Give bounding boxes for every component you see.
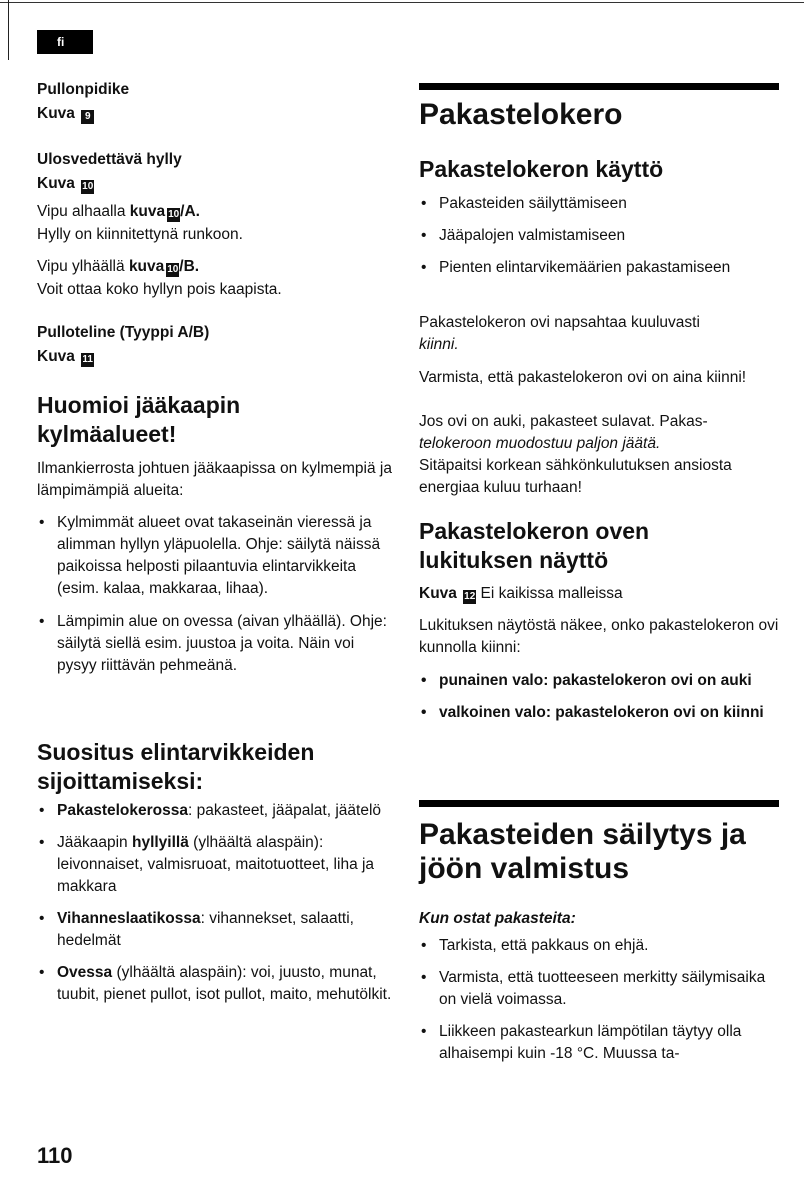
page-number: 110 [37, 1143, 73, 1168]
figure-number-badge: 10 [168, 209, 180, 220]
section-rule [419, 800, 779, 807]
jos-ovi-text [419, 411, 779, 455]
valo-list [419, 670, 779, 724]
voit-ottaa: Voit ottaa koko hyllyn pois kaapista. [37, 281, 282, 298]
jos-ovi-line-italic: telokeroon muodostuu paljon jäätä. [419, 435, 661, 452]
list-item: • Liikkeen pakastearkun lämpötilan täytyy olla alhaisempi kuin -18 °C. Muussa ta- [419, 1021, 779, 1065]
pakastelokero-heading: Pakastelokero [419, 98, 623, 131]
vipu-alhaalla-text: Vipu alhaalla [37, 203, 126, 220]
kaytto-heading: Pakastelokeron käyttö [419, 156, 664, 182]
kuva-label: Kuva [419, 585, 457, 602]
item-text: (ylhäältä alaspäin): leivonnaiset, valmisruoat, maitotuotteet, liha ja makkara [57, 834, 375, 895]
vipu-ylhaalla [37, 256, 199, 278]
lukitus-figure-ref [419, 583, 623, 605]
jos-ovi-line: Jos ovi on auki, pakasteet sulavat. Pakas- [419, 413, 708, 430]
kylmaalueet-list [37, 512, 392, 677]
item-text: : vihannekset, salaatti, hedelmät [57, 910, 354, 949]
list-item: • Varmista, että tuotteeseen merkitty säilymisaika on vielä voimassa. [419, 967, 779, 1011]
lukitus-note: Ei kaikissa malleissa [480, 585, 623, 602]
suositus-heading: Suositus elintarvikkeiden sijoittamiseksi: [37, 739, 315, 794]
figure-number-badge: 10 [167, 264, 179, 275]
item-prefix: Jääkaapin [57, 834, 132, 851]
list-item: • Pienten elintarvikemäärien pakastamiseen [419, 257, 779, 279]
list-item: • Lämpimin alue on ovessa (aivan ylhäällä). Ohje: säilytä siellä esim. juustoa ja voita. Näin voi pysyy riittävän pehmeänä. [37, 611, 392, 677]
section-rule [419, 83, 779, 90]
list-item [37, 908, 392, 952]
item-bold: Ovessa [57, 964, 113, 981]
ostat-list [419, 935, 779, 1065]
kuva-label: Kuva [37, 175, 75, 192]
figure-suffix: /B. [179, 258, 200, 275]
kuva-label: kuva [128, 258, 165, 275]
sitapaitsi-text: Sitäpaitsi korkean sähkönkulutuksen ansiosta energiaa kuluu turhaan! [419, 457, 732, 496]
item-text: : pakasteet, jääpalat, jäätelö [187, 802, 382, 819]
list-item: • Kylmimmät alueet ovat takaseinän vieressä ja alimman hyllyn yläpuolella. Ohje: säilytä näissä paikoissa helposti pilaantuvia elintarvikkeita (esim. kalaa, makkaraa, lihaa). [37, 512, 392, 600]
sailytys-heading: Pakasteiden säilytys ja jöön valmistus [419, 818, 746, 885]
item-text: (ylhäältä alaspäin): voi, juusto, munat, tuubit, pienet pullot, isot pullot, maito, mehutölkit. [57, 964, 392, 1003]
list-item: • Pakasteiden säilyttämiseen [419, 193, 779, 215]
lukituksen-naytosta: Lukituksen näytöstä näkee, onko pakastelokeron ovi kunnolla kiinni: [419, 617, 779, 656]
item-bold: hyllyillä [131, 834, 189, 851]
vipu-ylhaalla-text: Vipu ylhäällä [37, 258, 125, 275]
pullonpidike-figure-ref [37, 103, 94, 125]
lukitus-heading: Pakastelokeron oven lukituksen näyttö [419, 518, 650, 573]
pulloteline-figure-ref [37, 346, 94, 368]
list-item: • punainen valo: pakastelokeron ovi on auki [419, 670, 779, 692]
kuva-label: kuva [129, 203, 166, 220]
item-bold: Pakastelokerossa [57, 802, 188, 819]
list-item: • valkoinen valo: pakastelokeron ovi on kiinni [419, 702, 779, 724]
hylly-title: Ulosvedettävä hylly [37, 151, 182, 168]
kiinni-text: kiinni. [419, 336, 459, 353]
sijoitus-list [37, 800, 392, 1006]
list-item [37, 962, 392, 1006]
left-border-line [8, 0, 9, 60]
item-bold: Vihanneslaatikossa [57, 910, 201, 927]
language-tab: fi [37, 30, 93, 54]
list-item: • Tarkista, että pakkaus on ehjä. [419, 935, 779, 957]
list-item [37, 832, 392, 898]
figure-number-badge: 12 [464, 591, 476, 602]
hylly-figure-ref [37, 173, 94, 195]
vipu-alhaalla [37, 201, 200, 223]
top-border-line [0, 2, 804, 3]
kaytto-list [419, 193, 779, 279]
ilmankierrosta-paragraph: Ilmankierrosta johtuen jääkaapissa on kylmempiä ja lämpimämpiä alueita: [37, 460, 392, 499]
huomioi-heading: Huomioi jääkaapin kylmäalueet! [37, 392, 241, 447]
kuva-label: Kuva [37, 105, 75, 122]
varmista-text: Varmista, että pakastelokeron ovi on aina kiinni! [419, 369, 747, 386]
kun-ostat-heading: Kun ostat pakasteita: [419, 910, 576, 927]
figure-number-badge: 11 [82, 354, 93, 365]
figure-number-badge: 10 [82, 181, 94, 192]
kuva-label: Kuva [37, 348, 75, 365]
list-item [37, 800, 392, 822]
list-item: • Jääpalojen valmistamiseen [419, 225, 779, 247]
pulloteline-title: Pulloteline (Tyyppi A/B) [37, 324, 210, 341]
figure-suffix: /A. [180, 203, 200, 220]
hylly-kiinnitetty: Hylly on kiinnitettynä runkoon. [37, 226, 243, 243]
pullonpidike-title: Pullonpidike [37, 81, 130, 98]
ovi-napsahtaa: Pakastelokeron ovi napsahtaa kuuluvasti [419, 314, 700, 331]
figure-number-badge: 9 [81, 110, 94, 124]
